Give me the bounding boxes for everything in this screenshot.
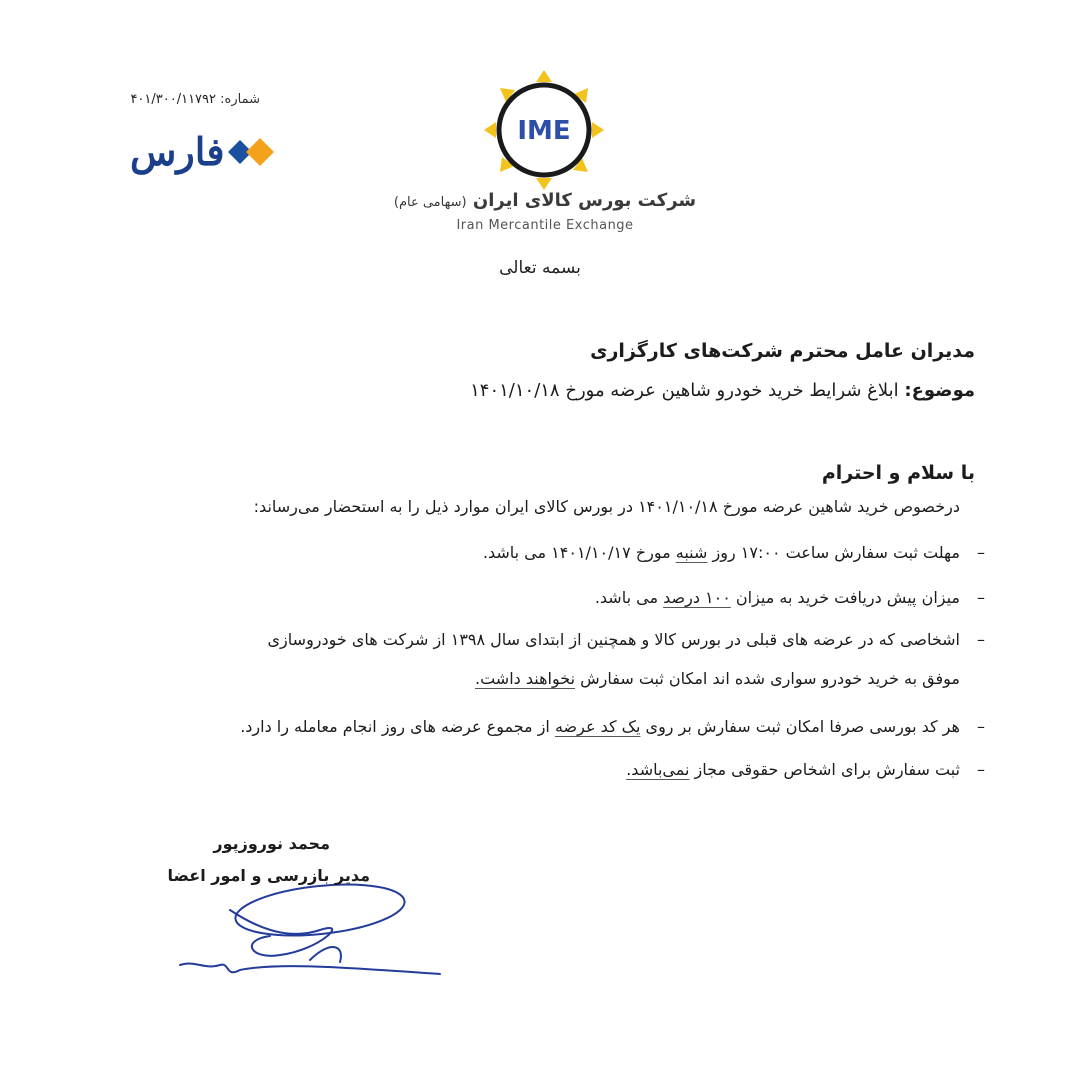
greeting: با سلام و احترام <box>821 462 975 484</box>
ime-logo-text: IME <box>517 116 571 146</box>
company-name <box>380 190 710 211</box>
signer-title: مدیر بازرسی و امور اعضا <box>167 866 370 885</box>
item-text: مورخ ۱۴۰۱/۱۰/۱۷ می باشد. <box>482 543 676 562</box>
intro-paragraph: درخصوص خرید شاهین عرضه مورخ ۱۴۰۱/۱۰/۱۸ در بورس کالای ایران موارد ذیل را به استحضار می‌رساند: <box>253 497 960 516</box>
item-text: از مجموع عرضه های روز انجام معامله را دارد. <box>240 717 555 736</box>
item-text: اشخاصی که در عرضه های قبلی در بورس کالا و همچنین از ابتدای سال ۱۳۹۸ از شرکت های خودروسازی <box>267 630 960 649</box>
subject-label: موضوع: <box>904 380 975 401</box>
item-emphasis: شنبه <box>675 543 708 562</box>
list-dash: – <box>977 588 985 607</box>
item-text: می باشد. <box>594 588 664 607</box>
signer-name: محمد نوروزپور <box>213 834 330 853</box>
list-item <box>130 533 985 572</box>
item-emphasis: ۱۰۰ درصد <box>663 588 731 607</box>
addressee: مدیران عامل محترم شرکت‌های کارگزاری <box>590 340 975 362</box>
basmala: بسمه تعالی <box>499 258 581 278</box>
item-emphasis: یک کد عرضه <box>554 717 641 736</box>
company-english-name: Iran Mercantile Exchange <box>456 218 634 233</box>
list-dash: – <box>977 630 985 649</box>
list-dash: – <box>977 760 985 779</box>
list-dash: – <box>977 717 985 736</box>
subject-text: ابلاغ شرایط خرید خودرو شاهین عرضه مورخ ۱۴۰۱/۱۰/۱۸ <box>470 380 899 401</box>
item-text: موفق به خرید خودرو سواری شده اند امکان ثبت سفارش <box>575 669 960 688</box>
ime-logo-emblem <box>480 66 608 194</box>
fars-watermark-text: فارس <box>130 129 225 174</box>
item-emphasis: نمی‌باشد. <box>626 760 690 779</box>
company-name-suffix: (سهامی عام) <box>393 195 467 210</box>
list-item <box>130 707 985 746</box>
subject-line <box>470 380 975 401</box>
fars-diamond-icon <box>224 132 280 172</box>
list-item <box>130 578 985 617</box>
item-text: ثبت سفارش برای اشخاص حقوقی مجاز <box>689 760 960 779</box>
item-text: میزان پیش دریافت خرید به میزان <box>730 588 960 607</box>
handwritten-signature <box>170 870 450 990</box>
company-name-main: شرکت بورس کالای ایران <box>472 190 697 211</box>
item-text: مهلت ثبت سفارش ساعت ۱۷:۰۰ روز <box>707 543 960 562</box>
fars-watermark-logo <box>130 128 280 180</box>
item-text: هر کد بورسی صرفا امکان ثبت سفارش بر روی <box>640 717 960 736</box>
letter-number-value: ۴۰۱/۳۰۰/۱۱۷۹۲ <box>130 92 217 107</box>
list-dash: – <box>977 543 985 562</box>
list-item <box>130 620 985 698</box>
letter-number-label: شماره: <box>220 92 260 107</box>
item-emphasis: نخواهند داشت. <box>475 669 576 688</box>
list-item <box>130 750 985 789</box>
letter-number <box>100 92 260 107</box>
